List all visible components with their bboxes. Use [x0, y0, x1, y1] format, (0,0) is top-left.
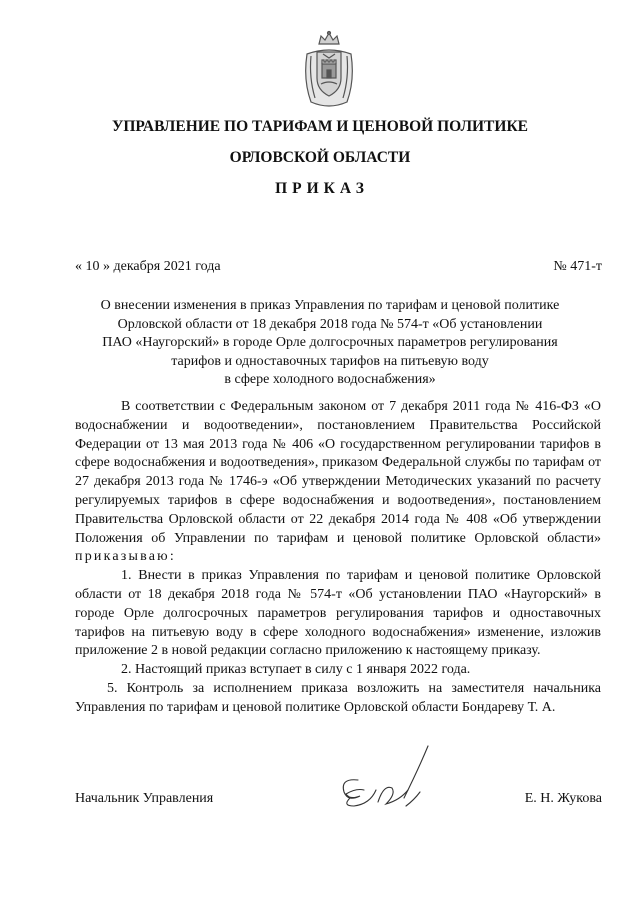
order-body [75, 398, 601, 718]
subject-line: О внесении изменения в приказ Управления по тарифам и ценовой политике [100, 298, 560, 313]
signatory-name: Е. Н. Жукова [524, 791, 602, 806]
preamble-text: В соответствии с Федеральным законом от 7 декабря 2011 года № 416-ФЗ «О водоснабжении и водоотведении», постановлением Правительства Российской Федерации от 13 мая 2013 года № 406 «О государственном регулировании тарифов в сфере водоснабжения и водоотведения», приказом Федеральной службы по тарифам от 27 декабря 2013 года № 1746-э «Об утверждении Методических указаний по расчету регулируемых тарифов в сфере водоснабжения и водоотведения», постановлением Правительства Орловской области от 22 декабря 2014 года № 408 «Об утверждении Положения об Управлении по тарифам и ценовой политике Орловской области» [75, 399, 601, 546]
document-type-title: ПРИКАЗ [275, 180, 369, 197]
agency-name-line1: УПРАВЛЕНИЕ ПО ТАРИФАМ И ЦЕНОВОЙ ПОЛИТИКЕ [111, 118, 529, 135]
agency-name-line2: ОРЛОВСКОЙ ОБЛАСТИ [229, 149, 411, 166]
subject-line: тарифов и одноставочных тарифов на питьевую воду [171, 353, 489, 369]
subject-line: Орловской области от 18 декабря 2018 года № 574-т «Об установлении [117, 316, 543, 332]
order-number: № 471-т [553, 259, 602, 274]
subject-line: ПАО «Наугорский» в городе Орле долгосрочных параметров регулирования [102, 335, 558, 351]
handwritten-signature [330, 740, 440, 815]
coat-of-arms-emblem [297, 30, 361, 110]
subject-line: в сфере холодного водоснабжения» [224, 372, 436, 388]
order-date: « 10 » декабря 2021 года [75, 259, 221, 274]
item-2-paragraph: 2. Настоящий приказ вступает в силу с 1 января 2022 года. [121, 662, 471, 678]
order-subject [60, 297, 600, 390]
item-1-paragraph: 1. Внести в приказ Управления по тарифам и ценовой политике Орловской области от 18 декабря 2018 года № 574-т «Об установлении ПАО «Наугорский» в городе Орле долгосрочных параметров регулирования тарифов и одноставочных тарифов на питьевую воду в сфере холодного водоснабжения» изменение, изложив приложение 2 в новой редакции согласно приложению к настоящему приказу. [75, 568, 601, 659]
preamble-paragraph [75, 398, 601, 567]
item-5-paragraph: 5. Контроль за исполнением приказа возложить на заместителя начальника Управления по тарифам и ценовой политике Орловской области Бондареву Т. А. [75, 680, 601, 715]
signatory-title: Начальник Управления [75, 791, 214, 806]
order-word: приказываю: [75, 549, 176, 565]
